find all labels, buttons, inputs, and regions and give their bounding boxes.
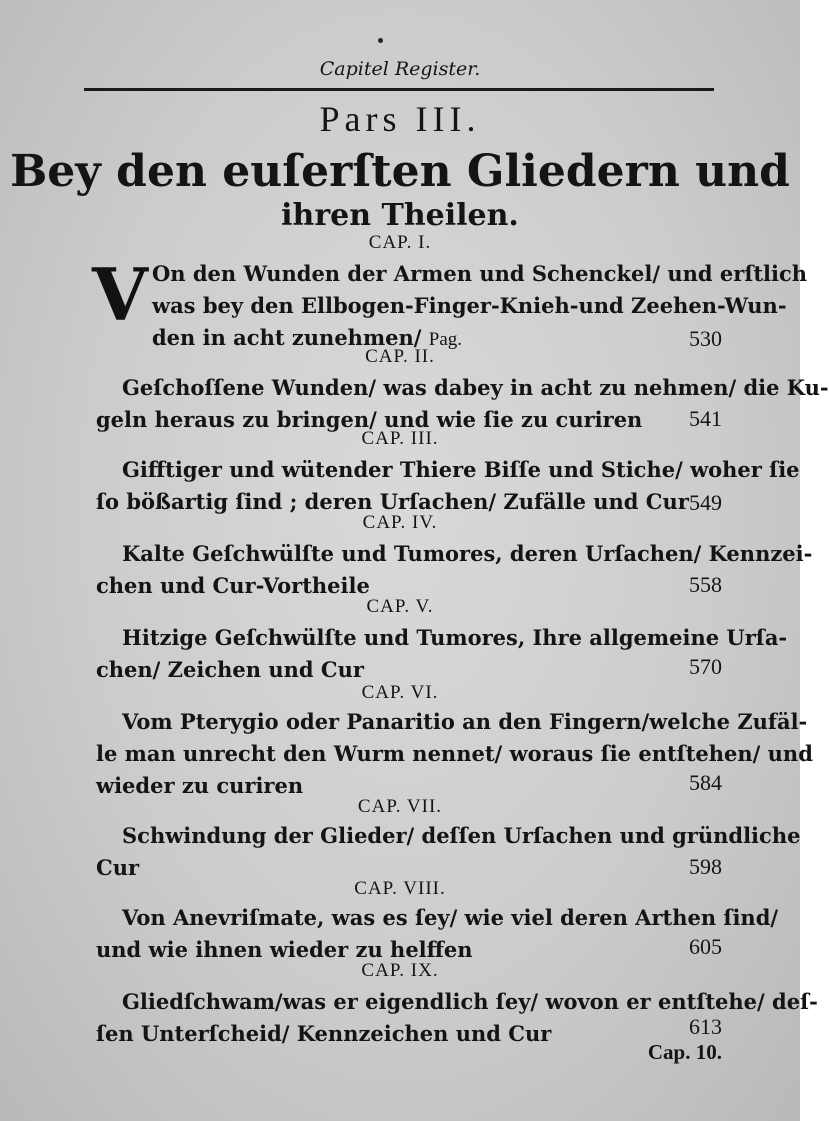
chapter-entry (96, 372, 829, 436)
entry-line: Cur (96, 855, 140, 880)
entry-line: Vom Pterygio oder Panaritio an den Fingern/welche Zufäl- (122, 709, 808, 734)
entry-line: Gifftiger und wütender Thiere Biſſe und Stiche/ woher ſie (122, 457, 800, 482)
drop-cap: V (92, 252, 148, 337)
chapter-entry (96, 986, 818, 1050)
running-head: Capitel Register. (319, 58, 481, 80)
header-rule (84, 88, 714, 91)
chapter-entry (96, 706, 813, 802)
page-number: 613 (689, 1014, 722, 1039)
page-number: 541 (689, 406, 722, 431)
entry-line: ſen Unterſcheid/ Kennzeichen und Cur (96, 1021, 552, 1046)
entry-line: was bey den Ellbogen-Finger-Knieh-und Zeehen-Wun- (152, 293, 787, 318)
section-title: Bey den euſerſten Gliedern und (10, 146, 790, 197)
entry-line: Schwindung der Glieder/ deſſen Urſachen und gründliche (122, 823, 801, 848)
catchword: Cap. 10. (647, 1040, 722, 1064)
chapter-heading: CAP. VI. (361, 682, 439, 703)
entry-line: On den Wunden der Armen und Schenckel/ und erſtlich (152, 261, 808, 286)
entry-line: le man unrecht den Wurm nennet/ woraus ſie entſtehen/ und (96, 741, 813, 766)
chapter-entry (96, 622, 788, 686)
chapter-heading: CAP. II. (365, 346, 435, 367)
page-number: 558 (689, 572, 722, 597)
chapter-heading: CAP. VII. (357, 796, 443, 817)
section-subtitle: ihren Theilen. (281, 198, 519, 233)
chapter-heading: CAP. V. (366, 596, 434, 617)
chapter-entry (96, 454, 800, 518)
part-title: Pars III. (319, 99, 481, 139)
entry-line: Von Anevriſmate, was es ſey/ wie viel deren Arthen ſind/ (122, 905, 779, 930)
page-number: 549 (689, 490, 722, 515)
chapter-heading: CAP. I. (368, 232, 432, 253)
entry-line: Kalte Geſchwülſte und Tumores, deren Urſachen/ Kennzei- (122, 541, 813, 566)
page-number: 530 (689, 326, 722, 351)
chapter-heading: CAP. IX. (361, 960, 439, 981)
chapter-entry (152, 258, 808, 356)
chapter-heading: CAP. IV. (362, 512, 438, 533)
page-number: 598 (689, 854, 722, 879)
page-number: 605 (689, 934, 722, 959)
chapter-entry (96, 902, 779, 966)
page-number: 584 (689, 770, 722, 795)
chapter-heading: CAP. VIII. (354, 878, 446, 899)
chapter-heading: CAP. III. (361, 428, 439, 449)
page-number: 570 (689, 654, 722, 679)
entry-line: Hitzige Geſchwülſte und Tumores, Ihre allgemeine Urſa- (122, 625, 788, 650)
page-label: Pag. (428, 329, 463, 350)
entry-line: wieder zu curiren (96, 773, 304, 798)
entry-line: chen und Cur-Vortheile (96, 573, 370, 598)
chapter-entry (96, 820, 801, 884)
entry-line: chen/ Zeichen und Cur (96, 657, 364, 682)
entry-line-text: den in acht zunehmen/ (152, 325, 422, 350)
entry-line: Geſchoſſene Wunden/ was dabey in acht zu nehmen/ die Ku- (122, 375, 829, 400)
entry-line: und wie ihnen wieder zu helffen (96, 937, 473, 962)
entry-line: ſo bößartig ſind ; deren Urſachen/ Zufälle und Cur (96, 489, 689, 514)
entry-line: geln heraus zu bringen/ und wie ſie zu curiren (96, 407, 643, 432)
ink-dot (378, 38, 383, 43)
entry-line: Gliedſchwam/was er eigendlich ſey/ wovon er entſtehe/ deſ- (122, 989, 818, 1014)
chapter-entry (96, 538, 813, 602)
